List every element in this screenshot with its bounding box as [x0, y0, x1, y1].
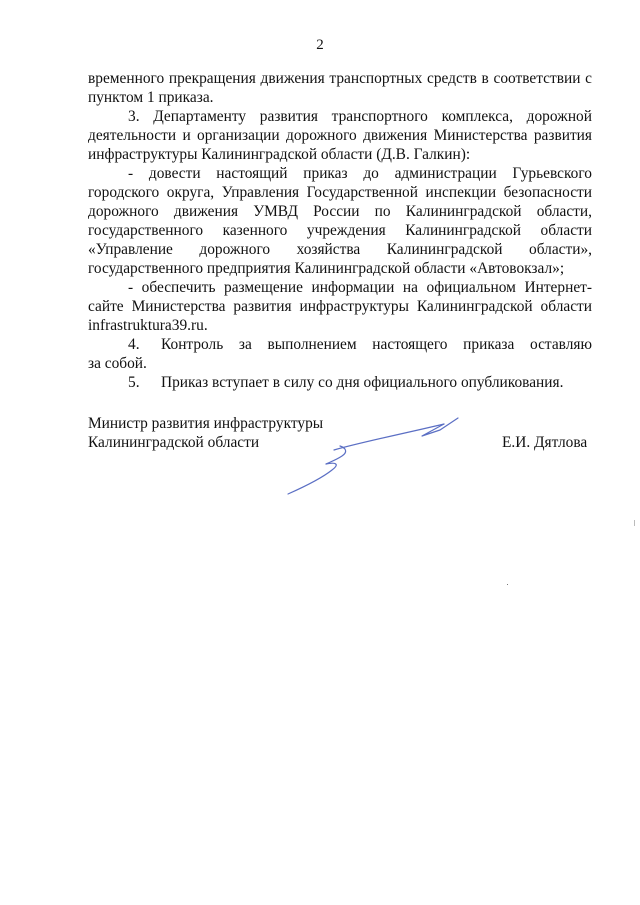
signature-stroke-middle [326, 446, 346, 464]
signature-strokes [288, 418, 458, 494]
item-5-number: 5. [128, 374, 140, 391]
paragraph-3-intro: 3. Департаменту развития транспортного комплекса, дорожной деятельности и организации дорожного движения Министерства развития инфраструктуры Калининградской области (Д.В. Галкин): [88, 108, 592, 163]
item-4-number: 4. [128, 336, 140, 353]
paragraph-3-bullet-1: - довести настоящий приказ до администрации Гурьевского городского округа, Управления Государственной инспекции безопасности дорожного движения УМВД России по Калининградской области, государственного казенного учреждения Калининградской области «Управление дорожного хозяйства Калининградской области», государственного предприятия Калининградской области «Автовокзал»; [88, 165, 592, 277]
item-4-line-1: Контроль за выполнением настоящего приказа оставляю [161, 336, 592, 353]
signer-name: Е.И. Дятлова [502, 434, 588, 451]
signatory-position-line-1: Министр развития инфраструктуры [88, 415, 324, 432]
page-number: 2 [316, 37, 324, 53]
signature-stroke-flourish [422, 418, 458, 436]
scan-speck [507, 584, 508, 585]
signature-stroke-tail [288, 463, 336, 494]
document-body [88, 69, 592, 392]
item-5-line: Приказ вступает в силу со дня официального опубликования. [161, 374, 564, 391]
paragraph-3-bullet-2: - обеспечить размещение информации на официальном Интернет-сайте Министерства развития инфраструктуры Калининградской области infrastruktura39.ru. [88, 279, 592, 334]
item-5-text [161, 373, 592, 392]
signatory-position-line-2: Калининградской области [88, 434, 260, 451]
scan-edge-mark [634, 520, 635, 526]
handwritten-signature [282, 410, 472, 496]
item-4-line-2: за собой. [88, 355, 147, 372]
signature-stroke-top [334, 424, 444, 450]
paragraph-continuation: временного прекращения движения транспортных средств в соответствии с пунктом 1 приказа. [88, 70, 592, 106]
item-4-text [88, 335, 592, 373]
item-4 [88, 335, 592, 373]
item-5 [88, 373, 592, 392]
